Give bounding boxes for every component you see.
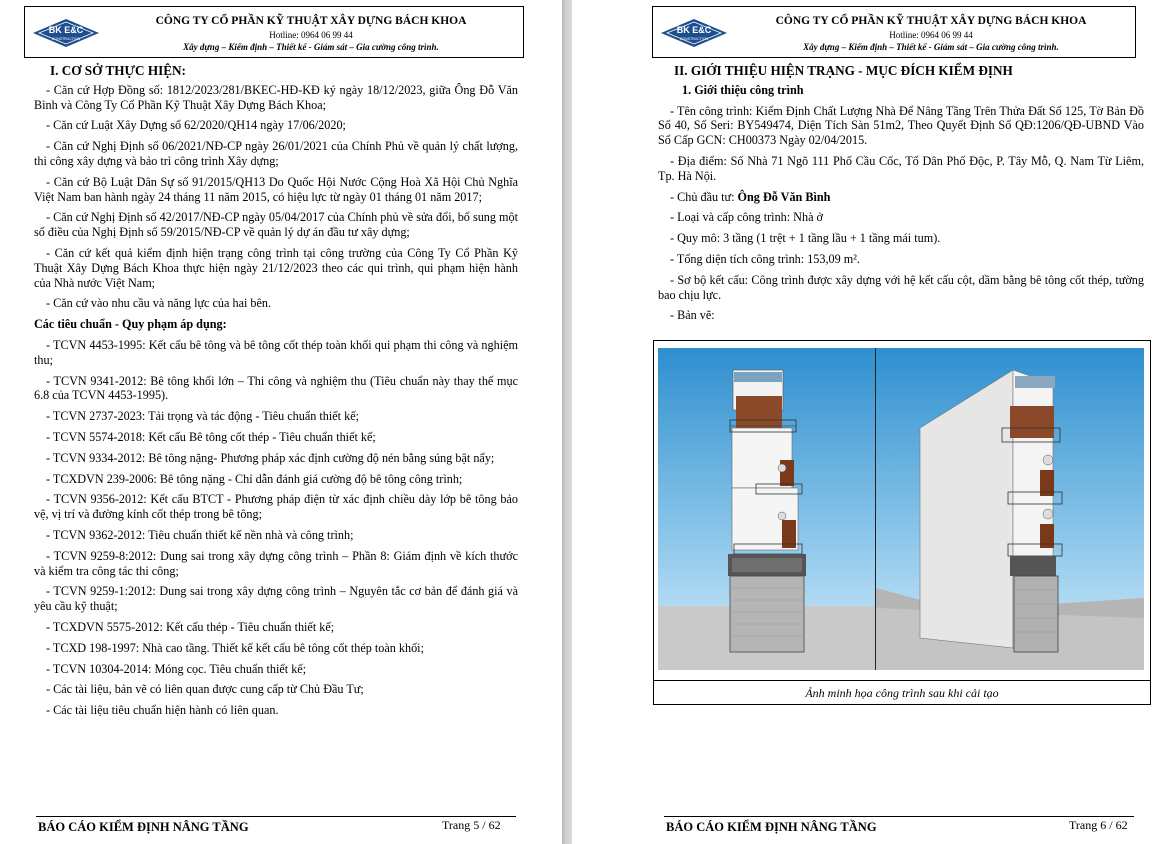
basis-item: - Căn cứ kết quả kiểm định hiện trạng công trình tại công trường của Công Ty Cổ Phần Kỹ Thuật Xây Dựng Bách Khoa thực hiện ngày 21/12/2023 theo các qui trình, qui phạm hiện hành của Nhà nước Việt Nam; [34,245,518,290]
project-area: - Tổng diện tích công trình: 153,09 m². [670,251,860,266]
building-rendering-image [658,348,1144,670]
logo-text: BK E&C [676,25,712,35]
logo-subtext: CONSTRUCTION [51,37,81,41]
hotline: Hotline: 0964 06 99 44 [269,30,353,40]
page-6-body [658,64,1144,329]
basis-item: - Căn cứ Hợp Đồng số: 1812/2023/281/BKEC-HĐ-KĐ ký ngày 18/12/2023, giữa Ông Đỗ Văn Bình và Công Ty Cổ Phần Kỹ Thuật Xây Dựng Bách Khoa; [34,82,518,112]
footer-divider [36,816,516,817]
standard-item: - TCVN 10304-2014: Móng cọc. Tiêu chuẩn thiết kế; [46,661,307,676]
project-owner [658,190,1144,205]
basis-item: - Căn cứ Luật Xây Dựng số 62/2020/QH14 ngày 17/06/2020; [46,118,346,133]
company-name: CÔNG TY CỔ PHẦN KỸ THUẬT XÂY DỰNG BÁCH KHOA [155,15,467,27]
page-number: Trang 6 / 62 [1069,818,1128,832]
standards-heading: Các tiêu chuẩn - Quy phạm áp dụng: [34,317,227,332]
page-number: Trang 5 / 62 [442,818,501,832]
footer-divider [664,816,1134,817]
section-heading: I. CƠ SỞ THỰC HIỆN: [50,63,186,78]
page-gutter [562,0,572,844]
basis-item: - Căn cứ Nghị Định số 06/2021/NĐ-CP ngày 26/01/2021 của Chính Phủ về quản lý chất lượng, thi công xây dựng và bảo trì công trình Xây dựng; [34,139,518,168]
page-header [652,6,1136,58]
standard-item: - TCVN 9341-2012: Bê tông khối lớn – Thi công và nghiệm thu (Tiêu chuẩn này thay thế mục 6.8 của TCVN 4453-1995). [34,373,518,403]
standard-item: - TCVN 2737-2023: Tải trọng và tác động - Tiêu chuẩn thiết kế; [46,409,359,424]
standard-item: - Các tài liệu tiêu chuẩn hiện hành có liên quan. [46,703,279,718]
standard-item: - TCXDVN 239-2006: Bê tông nặng - Chỉ dẫn đánh giá cường độ bê tông công trình; [46,471,463,486]
basis-item: - Căn cứ vào nhu cầu và năng lực của hai bên. [46,296,272,311]
basis-item: - Căn cứ Nghị Định số 42/2017/NĐ-CP ngày 05/04/2017 của Chính phủ về sửa đổi, bổ sung một số điều của Nghị Định số 59/2015/NĐ-CP về quản lý dự án đầu tư xây dựng; [34,210,518,240]
standard-item: - TCVN 4453-1995: Kết cấu bê tông và bê tông cốt thép toàn khối qui phạm thi công và nghiệm thu; [34,337,518,367]
project-name: - Tên công trình: Kiểm Định Chất Lượng Nhà Để Nâng Tầng Trên Thửa Đất Số 125, Tờ Bản Đồ Số 40, Số Seri: BY549474, Diện Tích Sàn 51m2, Theo Quyết Định Số QĐ:1206/QĐ-UBND Vào Sổ Cấp GCN: CH00373 Ngày 02/04/2015. [658,103,1144,148]
footer-title: BÁO CÁO KIỂM ĐỊNH NÂNG TẦNG [38,820,249,834]
footer-title: BÁO CÁO KIỂM ĐỊNH NÂNG TẦNG [666,820,877,834]
page-5-body [34,64,518,724]
project-structure: - Sơ bộ kết cấu: Công trình được xây dựng với hệ kết cấu cột, dầm bằng bê tông cốt thép, tường bao chịu lực. [658,272,1144,302]
standard-item: - Các tài liệu, bản vẽ có liên quan được cung cấp từ Chủ Đầu Tư; [46,682,364,697]
figure-caption: Ảnh minh họa công trình sau khi cải tạo [653,680,1151,705]
standard-item: - TCVN 5574-2018: Kết cấu Bê tông cốt thép - Tiêu chuẩn thiết kế; [46,429,376,444]
standard-item: - TCVN 9259-1:2012: Dung sai trong xây dựng công trình – Nguyên tắc cơ bản để đánh giá và yêu cầu kỹ thuật; [34,584,518,614]
standard-item: - TCXDVN 5575-2012: Kết cấu thép - Tiêu chuẩn thiết kế; [46,619,335,634]
company-logo [659,17,729,49]
slogan: Xây dựng – Kiểm định – Thiết kế - Giám sát – Gia cường công trình. [183,42,439,52]
section-heading: II. GIỚI THIỆU HIỆN TRẠNG - MỤC ĐÍCH KIỂM ĐỊNH [674,63,1013,78]
project-location: - Địa điểm: Số Nhà 71 Ngõ 111 Phố Cầu Cốc, Tổ Dân Phố Độc, P. Tây Mỗ, Q. Nam Từ Liêm, Tp. Hà Nội. [658,153,1144,183]
standard-item: - TCXD 198-1997: Nhà cao tầng. Thiết kế kết cấu bê tông cốt thép toàn khối; [46,640,424,655]
subsection-heading: 1. Giới thiệu công trình [682,82,804,97]
project-type: - Loại và cấp công trình: Nhà ở [670,210,823,225]
page-header [24,6,524,58]
owner-name: Ông Đỗ Văn Bình [737,189,831,204]
hotline: Hotline: 0964 06 99 44 [889,30,973,40]
drawings-label: - Bản vẽ: [670,308,715,323]
basis-item: - Căn cứ Bộ Luật Dân Sự số 91/2015/QH13 Do Quốc Hội Nước Cộng Hoà Xã Hội Chủ Nghĩa Việt Nam ban hành ngày 24 tháng 11 năm 2015, có hiệu lực từ ngày 01 tháng 01 năm 2017; [34,174,518,204]
standard-item: - TCVN 9356-2012: Kết cấu BTCT - Phương pháp điện từ xác định chiều dày lớp bê tông bảo vệ, vị trí và đường kính cốt thép trong bê tông; [34,492,518,522]
project-scale: - Quy mô: 3 tầng (1 trệt + 1 tầng lầu + 1 tầng mái tum). [670,231,941,246]
standard-item: - TCVN 9362-2012: Tiêu chuẩn thiết kế nền nhà và công trình; [46,527,354,542]
standard-item: - TCVN 9259-8:2012: Dung sai trong xây dựng công trình – Phần 8: Giám định về kích thước và kiểm tra công tác thi công; [34,548,518,578]
document-page-5 [0,0,562,844]
logo-subtext: CONSTRUCTION [679,37,709,41]
slogan: Xây dựng – Kiểm định – Thiết kế - Giám sát – Gia cường công trình. [803,42,1059,52]
standard-item: - TCVN 9334-2012: Bê tông nặng- Phương pháp xác định cường độ nén bằng súng bật nẩy; [46,450,495,465]
logo-text: BK E&C [48,25,84,35]
owner-label: - Chủ đầu tư: [670,189,738,204]
company-logo [31,17,101,49]
company-name: CÔNG TY CỔ PHẦN KỸ THUẬT XÂY DỰNG BÁCH KHOA [775,15,1087,27]
